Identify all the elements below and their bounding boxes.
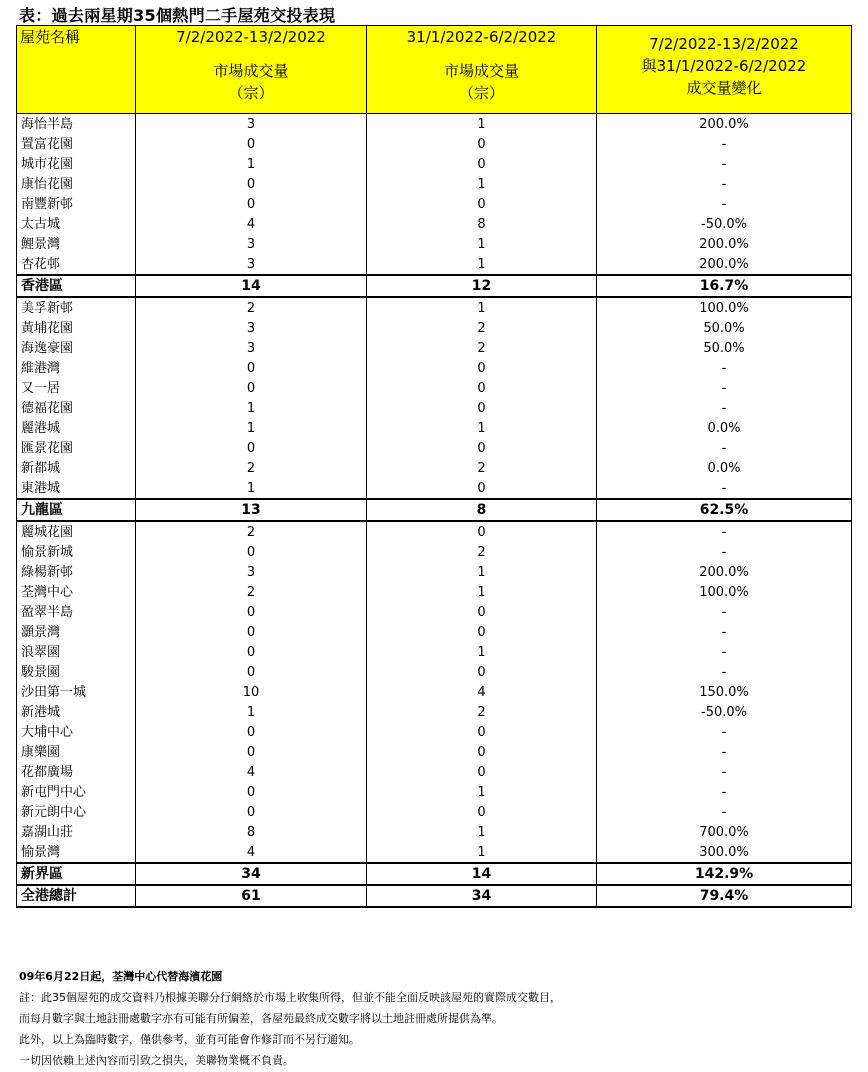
volume-change-cell: - <box>597 194 852 214</box>
volume-change-cell: 200.0% <box>597 114 852 135</box>
table-row <box>17 622 852 642</box>
note-line: 此外，以上為臨時數字，僅供參考，並有可能會作修訂而不另行通知。 <box>19 1033 360 1046</box>
table-row <box>17 478 852 499</box>
current-volume-cell: 0 <box>136 174 367 194</box>
table-row <box>17 782 852 802</box>
header-change-line3: 成交量變化 <box>686 79 762 97</box>
footnotes <box>19 966 561 1071</box>
current-volume-cell: 34 <box>136 863 367 885</box>
current-volume-cell: 8 <box>136 822 367 842</box>
table-row <box>17 134 852 154</box>
estate-name-cell: 新元朗中心 <box>17 802 136 822</box>
current-volume-cell: 3 <box>136 338 367 358</box>
table-row <box>17 702 852 722</box>
subtotal-row <box>17 275 852 297</box>
volume-change-cell: - <box>597 478 852 499</box>
current-volume-cell: 0 <box>136 622 367 642</box>
table-row <box>17 318 852 338</box>
header-estate-name: 屋苑名稱 <box>17 26 136 114</box>
table-row <box>17 174 852 194</box>
previous-volume-cell: 2 <box>367 338 597 358</box>
volume-change-cell: 0.0% <box>597 418 852 438</box>
estate-name-cell: 新港城 <box>17 702 136 722</box>
note-line: 註：此35個屋苑的成交資料乃根據美聯分行網絡於市場上收集所得，但並不能全面反映該屋苑的實際成交數目， <box>19 991 561 1004</box>
estate-name-cell: 愉景灣 <box>17 842 136 863</box>
subtotal-row <box>17 863 852 885</box>
volume-change-cell: 79.4% <box>597 885 852 907</box>
table-row <box>17 682 852 702</box>
previous-volume-cell: 1 <box>367 822 597 842</box>
table-row <box>17 154 852 174</box>
previous-volume-cell: 1 <box>367 418 597 438</box>
volume-change-cell: 142.9% <box>597 863 852 885</box>
current-volume-cell: 0 <box>136 378 367 398</box>
previous-volume-cell: 0 <box>367 762 597 782</box>
volume-change-cell: - <box>597 134 852 154</box>
table-row <box>17 842 852 863</box>
estate-name-cell: 浪翠園 <box>17 642 136 662</box>
previous-volume-cell: 2 <box>367 702 597 722</box>
volume-change-cell: - <box>597 398 852 418</box>
current-volume-cell: 3 <box>136 254 367 275</box>
estate-name-cell: 綠楊新邨 <box>17 562 136 582</box>
previous-volume-cell: 0 <box>367 622 597 642</box>
volume-change-cell: - <box>597 174 852 194</box>
transactions-table <box>16 25 852 908</box>
table-body <box>17 114 852 908</box>
table-row <box>17 214 852 234</box>
table-row <box>17 194 852 214</box>
current-volume-cell: 2 <box>136 521 367 542</box>
volume-change-cell: - <box>597 762 852 782</box>
current-volume-cell: 14 <box>136 275 367 297</box>
previous-volume-cell: 0 <box>367 478 597 499</box>
table-row <box>17 358 852 378</box>
previous-volume-cell: 1 <box>367 642 597 662</box>
header-current-period <box>136 26 367 114</box>
estate-name-cell: 城市花園 <box>17 154 136 174</box>
previous-volume-cell: 14 <box>367 863 597 885</box>
header-change-line2: 與31/1/2022-6/2/2022 <box>641 57 807 75</box>
volume-change-cell: 200.0% <box>597 254 852 275</box>
current-volume-cell: 4 <box>136 842 367 863</box>
previous-volume-cell: 12 <box>367 275 597 297</box>
table-row <box>17 378 852 398</box>
estate-name-cell: 沙田第一城 <box>17 682 136 702</box>
current-volume-cell: 1 <box>136 478 367 499</box>
current-volume-cell: 2 <box>136 458 367 478</box>
table-row <box>17 438 852 458</box>
current-volume-cell: 4 <box>136 214 367 234</box>
estate-name-cell: 九龍區 <box>17 499 136 521</box>
current-volume-cell: 0 <box>136 782 367 802</box>
estate-name-cell: 愉景新城 <box>17 542 136 562</box>
table-row <box>17 562 852 582</box>
volume-change-cell: - <box>597 521 852 542</box>
estate-name-cell: 荃灣中心 <box>17 582 136 602</box>
table-row <box>17 762 852 782</box>
table-row <box>17 234 852 254</box>
previous-volume-cell: 0 <box>367 662 597 682</box>
estate-name-cell: 維港灣 <box>17 358 136 378</box>
current-volume-cell: 13 <box>136 499 367 521</box>
estate-name-cell: 灝景灣 <box>17 622 136 642</box>
previous-volume-cell: 8 <box>367 214 597 234</box>
estate-name-cell: 康樂園 <box>17 742 136 762</box>
volume-change-cell: - <box>597 802 852 822</box>
volume-change-cell: - <box>597 662 852 682</box>
volume-change-cell: 50.0% <box>597 338 852 358</box>
previous-volume-cell: 0 <box>367 154 597 174</box>
table-row <box>17 114 852 135</box>
volume-change-cell: 200.0% <box>597 562 852 582</box>
volume-change-cell: 150.0% <box>597 682 852 702</box>
estate-name-cell: 南豐新邨 <box>17 194 136 214</box>
volume-change-cell: 62.5% <box>597 499 852 521</box>
table-row <box>17 582 852 602</box>
header-current-metric: 市場成交量 <box>213 62 289 80</box>
volume-change-cell: 300.0% <box>597 842 852 863</box>
current-volume-cell: 0 <box>136 358 367 378</box>
volume-change-cell: -50.0% <box>597 214 852 234</box>
subtotal-row <box>17 499 852 521</box>
table-row <box>17 722 852 742</box>
estate-name-cell: 新屯門中心 <box>17 782 136 802</box>
previous-volume-cell: 0 <box>367 438 597 458</box>
estate-name-cell: 康怡花園 <box>17 174 136 194</box>
header-previous-period <box>367 26 597 114</box>
current-volume-cell: 10 <box>136 682 367 702</box>
current-volume-cell: 0 <box>136 722 367 742</box>
volume-change-cell: - <box>597 438 852 458</box>
previous-volume-cell: 0 <box>367 398 597 418</box>
volume-change-cell: - <box>597 722 852 742</box>
previous-volume-cell: 1 <box>367 114 597 135</box>
previous-volume-cell: 0 <box>367 134 597 154</box>
current-volume-cell: 61 <box>136 885 367 907</box>
previous-volume-cell: 1 <box>367 582 597 602</box>
note-line: 而每月數字與土地註冊處數字亦有可能有所偏差，各屋苑最終成交數字將以土地註冊處所提供為準。 <box>19 1012 503 1025</box>
previous-volume-cell: 1 <box>367 174 597 194</box>
volume-change-cell: 100.0% <box>597 582 852 602</box>
table-row <box>17 297 852 318</box>
estate-name-cell: 又一居 <box>17 378 136 398</box>
header-change-line1: 7/2/2022-13/2/2022 <box>649 35 799 53</box>
estate-name-cell: 美孚新邨 <box>17 297 136 318</box>
volume-change-cell: 16.7% <box>597 275 852 297</box>
current-volume-cell: 4 <box>136 762 367 782</box>
note-line: 一切因依賴上述內容而引致之損失，美聯物業概不負責。 <box>19 1054 294 1067</box>
table-row <box>17 802 852 822</box>
estate-name-cell: 新都城 <box>17 458 136 478</box>
volume-change-cell: - <box>597 358 852 378</box>
volume-change-cell: 0.0% <box>597 458 852 478</box>
header-change <box>597 26 852 114</box>
current-volume-cell: 3 <box>136 562 367 582</box>
estate-name-cell: 杏花邨 <box>17 254 136 275</box>
current-volume-cell: 1 <box>136 702 367 722</box>
previous-volume-cell: 0 <box>367 194 597 214</box>
current-volume-cell: 0 <box>136 662 367 682</box>
volume-change-cell: 50.0% <box>597 318 852 338</box>
current-volume-cell: 2 <box>136 297 367 318</box>
previous-volume-cell: 1 <box>367 782 597 802</box>
current-volume-cell: 0 <box>136 194 367 214</box>
estate-name-cell: 駿景園 <box>17 662 136 682</box>
previous-volume-cell: 0 <box>367 802 597 822</box>
current-volume-cell: 0 <box>136 134 367 154</box>
current-volume-cell: 0 <box>136 742 367 762</box>
previous-volume-cell: 0 <box>367 722 597 742</box>
current-volume-cell: 0 <box>136 642 367 662</box>
estate-name-cell: 海逸豪園 <box>17 338 136 358</box>
previous-volume-cell: 1 <box>367 297 597 318</box>
previous-volume-cell: 0 <box>367 358 597 378</box>
table-row <box>17 418 852 438</box>
current-volume-cell: 1 <box>136 398 367 418</box>
header-previous-metric: 市場成交量 <box>443 62 519 80</box>
estate-name-cell: 新界區 <box>17 863 136 885</box>
header-previous-date: 31/1/2022-6/2/2022 <box>406 28 557 46</box>
previous-volume-cell: 1 <box>367 842 597 863</box>
table-row <box>17 338 852 358</box>
previous-volume-cell: 0 <box>367 602 597 622</box>
estate-name-cell: 香港區 <box>17 275 136 297</box>
table-row <box>17 254 852 275</box>
current-volume-cell: 0 <box>136 802 367 822</box>
previous-volume-cell: 2 <box>367 458 597 478</box>
estate-name-cell: 海怡半島 <box>17 114 136 135</box>
estate-name-cell: 黃埔花園 <box>17 318 136 338</box>
estate-name-cell: 東港城 <box>17 478 136 499</box>
volume-change-cell: - <box>597 782 852 802</box>
volume-change-cell: - <box>597 542 852 562</box>
estate-name-cell: 德福花園 <box>17 398 136 418</box>
estate-name-cell: 麗港城 <box>17 418 136 438</box>
table-row <box>17 542 852 562</box>
current-volume-cell: 3 <box>136 114 367 135</box>
previous-volume-cell: 2 <box>367 318 597 338</box>
previous-volume-cell: 4 <box>367 682 597 702</box>
volume-change-cell: 100.0% <box>597 297 852 318</box>
previous-volume-cell: 8 <box>367 499 597 521</box>
volume-change-cell: -50.0% <box>597 702 852 722</box>
total-row <box>17 885 852 907</box>
volume-change-cell: 700.0% <box>597 822 852 842</box>
volume-change-cell: - <box>597 602 852 622</box>
current-volume-cell: 1 <box>136 154 367 174</box>
header-current-date: 7/2/2022-13/2/2022 <box>176 28 326 46</box>
current-volume-cell: 2 <box>136 582 367 602</box>
table-row <box>17 662 852 682</box>
note-replacement: 09年6月22日起，荃灣中心代替海濱花園 <box>19 970 223 983</box>
estate-name-cell: 鯉景灣 <box>17 234 136 254</box>
estate-name-cell: 全港總計 <box>17 885 136 907</box>
current-volume-cell: 0 <box>136 542 367 562</box>
page-title: 表：過去兩星期35個熱門二手屋苑交投表現 <box>19 6 336 25</box>
estate-name-cell: 盈翠半島 <box>17 602 136 622</box>
estate-name-cell: 嘉湖山莊 <box>17 822 136 842</box>
previous-volume-cell: 1 <box>367 254 597 275</box>
volume-change-cell: - <box>597 622 852 642</box>
previous-volume-cell: 2 <box>367 542 597 562</box>
table-row <box>17 742 852 762</box>
volume-change-cell: - <box>597 642 852 662</box>
estate-name-cell: 匯景花園 <box>17 438 136 458</box>
header-previous-unit: （宗） <box>458 84 504 102</box>
estate-name-cell: 大埔中心 <box>17 722 136 742</box>
volume-change-cell: - <box>597 154 852 174</box>
table-row <box>17 398 852 418</box>
previous-volume-cell: 34 <box>367 885 597 907</box>
current-volume-cell: 3 <box>136 234 367 254</box>
table-row <box>17 458 852 478</box>
header-current-gap <box>136 48 366 60</box>
header-current-unit: （宗） <box>228 84 274 102</box>
current-volume-cell: 1 <box>136 418 367 438</box>
estate-name-cell: 麗城花園 <box>17 521 136 542</box>
current-volume-cell: 0 <box>136 438 367 458</box>
previous-volume-cell: 0 <box>367 521 597 542</box>
estate-name-cell: 花都廣場 <box>17 762 136 782</box>
estate-name-cell: 太古城 <box>17 214 136 234</box>
table-row <box>17 602 852 622</box>
previous-volume-cell: 0 <box>367 378 597 398</box>
previous-volume-cell: 1 <box>367 562 597 582</box>
table-header-row <box>17 26 852 114</box>
header-previous-gap <box>367 48 596 60</box>
table-row <box>17 642 852 662</box>
volume-change-cell: - <box>597 742 852 762</box>
table-row <box>17 521 852 542</box>
estate-name-cell: 置富花園 <box>17 134 136 154</box>
previous-volume-cell: 0 <box>367 742 597 762</box>
volume-change-cell: 200.0% <box>597 234 852 254</box>
volume-change-cell: - <box>597 378 852 398</box>
table-row <box>17 822 852 842</box>
previous-volume-cell: 1 <box>367 234 597 254</box>
current-volume-cell: 3 <box>136 318 367 338</box>
current-volume-cell: 0 <box>136 602 367 622</box>
